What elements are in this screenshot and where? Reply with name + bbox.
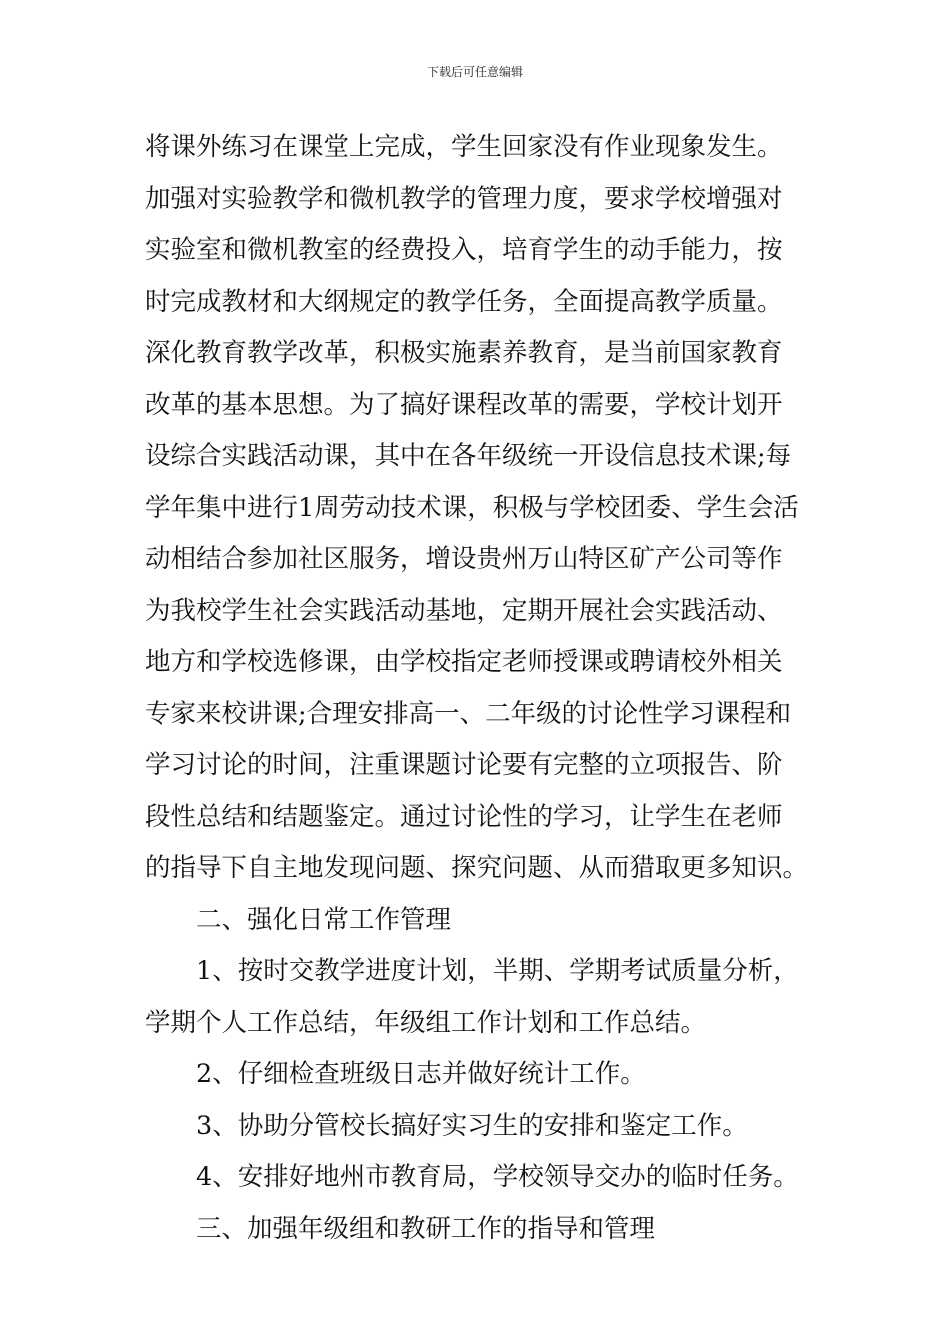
list-item-continuation: 学期个人工作总结，年级组工作计划和工作总结。: [145, 1007, 707, 1038]
paragraph-line: 设综合实践活动课，其中在各年级统一开设信息技术课;每: [145, 441, 792, 471]
paragraph-line: 地方和学校选修课，由学校指定老师授课或聘请校外相关: [145, 647, 783, 677]
paragraph-line: 加强对实验教学和微机教学的管理力度，要求学校增强对: [145, 183, 783, 214]
paragraph-line: 为我校学生社会实践活动基地，定期开展社会实践活动、: [145, 595, 783, 626]
paragraph-line: 动相结合参加社区服务，增设贵州万山特区矿产公司等作: [145, 544, 783, 574]
list-item: 3、协助分管校长搞好实习生的安排和鉴定工作。: [196, 1110, 748, 1141]
paragraph-line: 深化教育教学改革，积极实施素养教育，是当前国家教育: [145, 338, 783, 368]
page-header-note: 下载后可任意编辑: [426, 65, 523, 79]
document-body: [145, 122, 815, 1255]
section-heading: 二、强化日常工作管理: [196, 904, 452, 935]
paragraph-line: 学年集中进行1周劳动技术课，积极与学校团委、学生会活: [145, 492, 799, 523]
section-heading: 三、加强年级组和教研工作的指导和管理: [196, 1213, 656, 1244]
list-item: 4、安排好地州市教育局，学校领导交办的临时任务。: [196, 1162, 799, 1192]
paragraph-line: 实验室和微机教室的经费投入，培育学生的动手能力，按: [145, 235, 783, 265]
paragraph-line: 的指导下自主地发现问题、探究问题、从而猎取更多知识。: [145, 853, 809, 883]
list-item: 1、按时交教学进度计划，半期、学期考试质量分析，: [196, 956, 799, 986]
paragraph-line: 将课外练习在课堂上完成，学生回家没有作业现象发生。: [145, 132, 783, 162]
paragraph-line: 时完成教材和大纲规定的教学任务，全面提高教学质量。: [145, 286, 783, 317]
paragraph-line: 段性总结和结题鉴定。通过讨论性的学习，让学生在老师: [145, 801, 783, 832]
paragraph-line: 专家来校讲课;合理安排高一、二年级的讨论性学习课程和: [145, 698, 792, 729]
paragraph-line: 改革的基本思想。为了搞好课程改革的需要，学校计划开: [145, 389, 783, 420]
paragraph-line: 学习讨论的时间，注重课题讨论要有完整的立项报告、阶: [145, 750, 783, 780]
list-item: 2、仔细检查班级日志并做好统计工作。: [196, 1059, 646, 1089]
